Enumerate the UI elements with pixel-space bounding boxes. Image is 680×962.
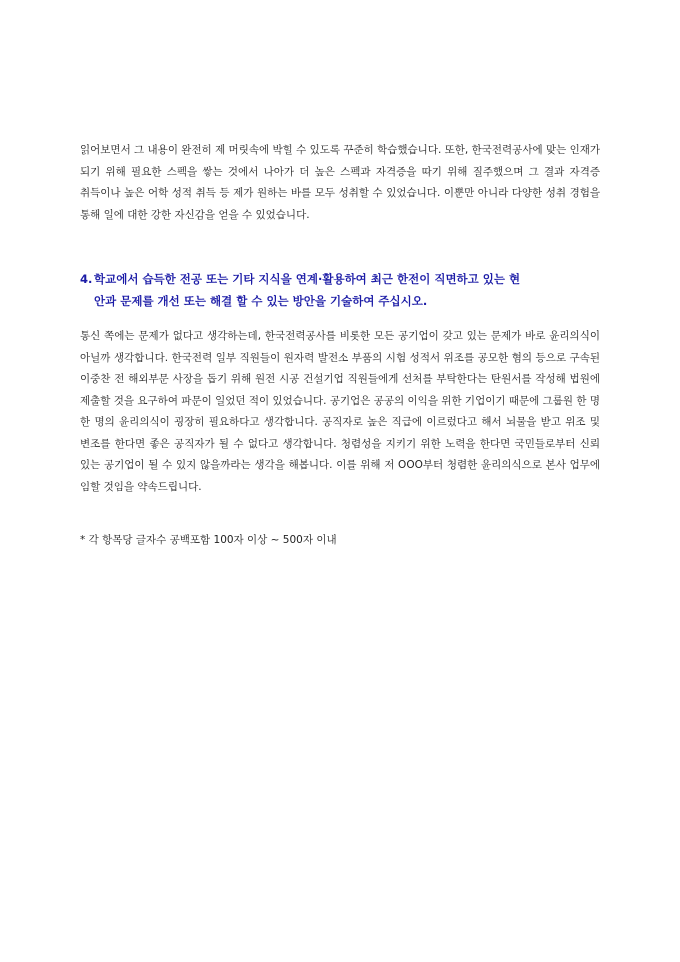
question-number: 4. xyxy=(80,272,93,286)
question-text-line2: 안과 문제를 개선 또는 해결 할 수 있는 방안을 기술하여 주십시오. xyxy=(94,294,428,308)
intro-paragraph: 읽어보면서 그 내용이 완전히 제 머릿속에 박힐 수 있도록 꾸준히 학습했습니다. 또한, 한국전력공사에 맞는 인재가 되기 위해 필요한 스펙을 쌓는 것에서 나아가 더 높은 스펙과 자격증을 따기 위해 질주했으며 그 결과 자격증 취득이나 높은 어학 성적 취득 등 제가 원하는 바를 모두 성취할 수 있었습니다. 이뿐만 아니라 다양한 성취 경험을 통해 일에 대한 강한 자신감을 얻을 수 있었습니다. xyxy=(80,144,600,221)
question-heading xyxy=(80,268,605,312)
question-text-line1: 학교에서 습득한 전공 또는 기타 지식을 연계·활용하여 최근 한전이 직면하고 있는 현 xyxy=(94,272,521,286)
character-limit-note: * 각 항목당 글자수 공백포함 100자 이상 ~ 500자 이내 xyxy=(80,534,337,546)
answer-paragraph: 통신 쪽에는 문제가 없다고 생각하는데, 한국전력공사를 비롯한 모든 공기업이 갖고 있는 문제가 바로 윤리의식이 아닐까 생각합니다. 한국전력 일부 직원들이 원자력 발전소 부품의 시험 성적서 위조를 공모한 혐의 등으로 구속된 이중찬 전 해외부문 사장을 돕기 위해 원전 시공 건설기업 직원들에게 선처를 부탁한다는 탄원서를 작성해 법원에 제출할 것을 요구하여 파문이 일었던 적이 있었습니다. 공기업은 공공의 이익을 위한 기업이기 때문에 그룹원 한 명 한 명의 윤리의식이 굉장히 필요하다고 생각합니다. 공직자로 높은 직급에 이르렀다고 해서 뇌물을 받고 위조 및 변조를 한다면 좋은 공직자가 될 수 없다고 생각합니다. 청렴성을 지키기 위한 노력을 한다면 국민들로부터 신뢰 있는 공기업이 될 수 있지 않을까라는 생각을 해봅니다. 이를 위해 저 OOO부터 청렴한 윤리의식으로 본사 업무에 임할 것임을 약속드립니다. xyxy=(80,330,600,493)
